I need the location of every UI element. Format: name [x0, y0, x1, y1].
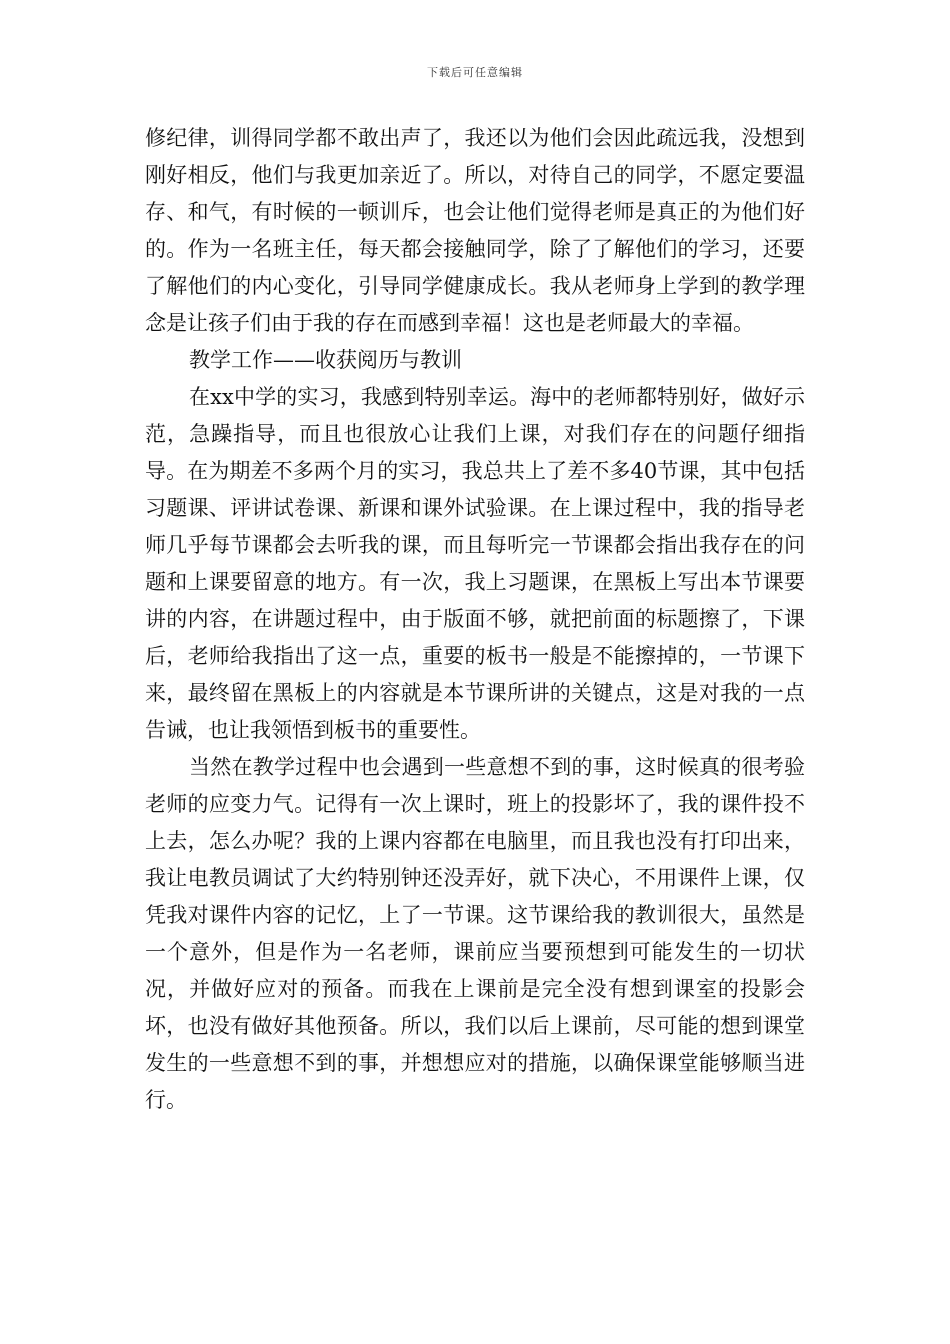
paragraph-3: 当然在教学过程中也会遇到一些意想不到的事，这时候真的很考验老师的应变力气。记得有一次上课时，班上的投影坏了，我的课件投不上去，怎么办呢？我的上课内容都在电脑里，而且我也没有打印出来，我让电教员调试了大约特别钟还没弄好，就下决心，不用课件上课，仅凭我对课件内容的记忆，上了一节课。这节课给我的教训很大，虽然是一个意外，但是作为一名老师，课前应当要预想到可能发生的一切状况，并做好应对的预备。而我在上课前是完全没有想到课室的投影会坏，也没有做好其他预备。所以，我们以后上课前，尽可能的想到课堂发生的一些意想不到的事，并想想应对的措施，以确保课堂能够顺当进行。 [145, 755, 805, 1112]
header-note: 下载后可任意编辑 [427, 66, 523, 79]
paragraph-1: 修纪律，训得同学都不敢出声了，我还以为他们会因此疏远我，没想到刚好相反，他们与我更加亲近了。所以，对待自己的同学，不愿定要温存、和气，有时候的一顿训斥，也会让他们觉得老师是真正的为他们好的。作为一名班主任，每天都会接触同学，除了了解他们的学习，还要了解他们的内心变化，引导同学健康成长。我从老师身上学到的教学理念是让孩子们由于我的存在而感到幸福！这也是老师最大的幸福。 [145, 126, 805, 335]
section-heading: 教学工作——收获阅历与教训 [189, 348, 462, 372]
paragraph-2: 在xx中学的实习，我感到特别幸运。海中的老师都特别好，做好示范，急躁指导，而且也很放心让我们上课，对我们存在的问题仔细指导。在为期差不多两个月的实习，我总共上了差不多40节课，其中包括习题课、评讲试卷课、新课和课外试验课。在上课过程中，我的指导老师几乎每节课都会去听我的课，而且每听完一节课都会指出我存在的问题和上课要留意的地方。有一次，我上习题课，在黑板上写出本节课要讲的内容，在讲题过程中，由于版面不够，就把前面的标题擦了，下课后，老师给我指出了这一点，重要的板书一般是不能擦掉的，一节课下来，最终留在黑板上的内容就是本节课所讲的关键点，这是对我的一点告诫，也让我领悟到板书的重要性。 [145, 385, 805, 742]
document-body [145, 120, 805, 1119]
